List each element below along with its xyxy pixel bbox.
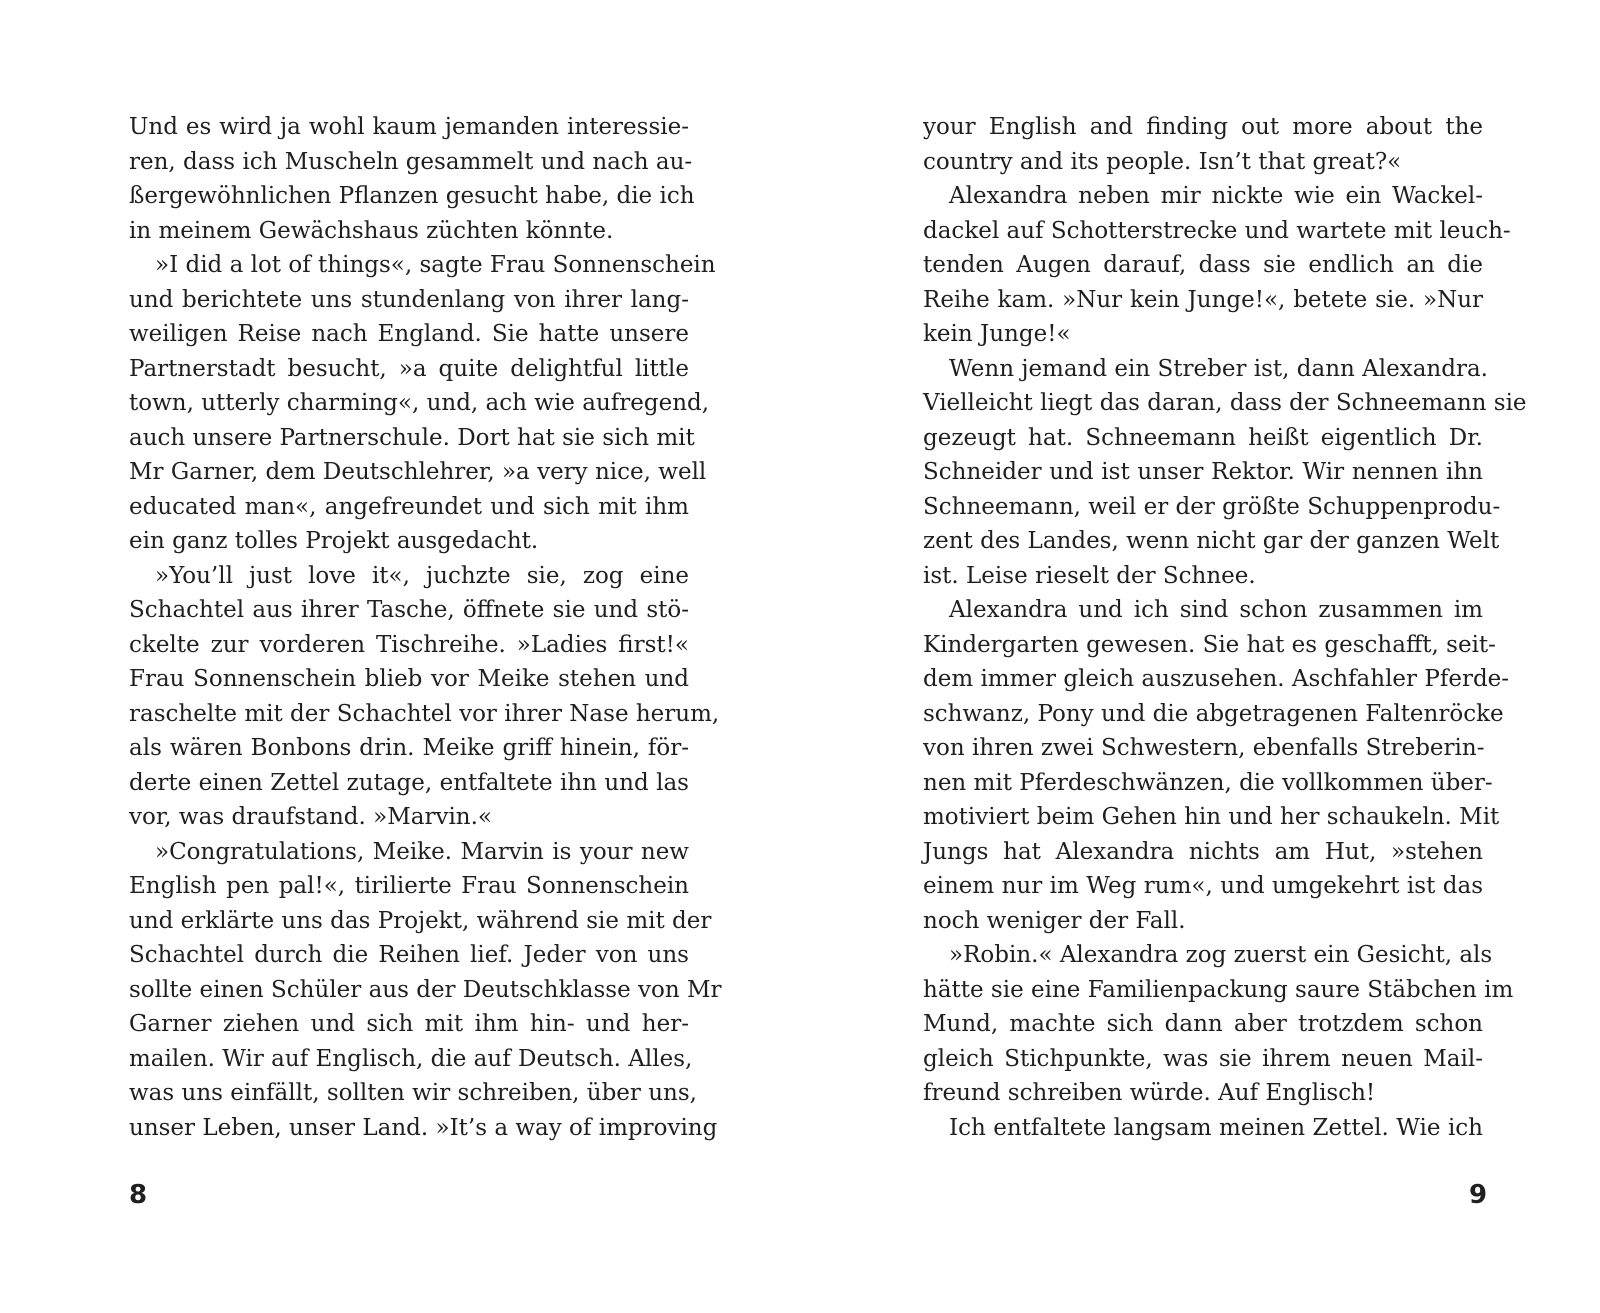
text-line: Schachtel aus ihrer Tasche, öffnete sie und stö- <box>129 597 689 623</box>
text-line: weiligen Reise nach England. Sie hatte unsere <box>129 321 689 347</box>
page-number-right: 9 <box>1469 1180 1488 1210</box>
text-line: raschelte mit der Schachtel vor ihrer Nase herum, <box>129 700 720 727</box>
text-line: ein ganz tolles Projekt ausgedacht. <box>129 528 539 554</box>
text-line: in meinem Gewächshaus züchten könnte. <box>129 217 614 244</box>
text-line: Wenn jemand ein Streber ist, dann Alexandra. <box>949 355 1488 382</box>
text-line: zent des Landes, wenn nicht gar der ganzen Welt <box>923 528 1500 554</box>
text-line: derte einen Zettel zutage, entfaltete ihn und las <box>129 769 689 796</box>
text-line: auch unsere Partnerschule. Dort hat sie sich mit <box>129 424 695 451</box>
text-line: noch weniger der Fall. <box>923 907 1186 934</box>
text-line: motiviert beim Gehen hin und her schaukeln. Mit <box>923 804 1500 830</box>
text-line: Schneider und ist unser Rektor. Wir nennen ihn <box>923 459 1483 485</box>
text-line: sollte einen Schüler aus der Deutschklasse von Mr <box>129 976 722 1003</box>
text-line: unser Leben, unser Land. »It’s a way of improving <box>129 1114 718 1141</box>
text-line: Garner ziehen und sich mit ihm hin- und her- <box>129 1011 689 1037</box>
text-line: Mund, machte sich dann aber trotzdem schon <box>923 1011 1483 1037</box>
right-page-text <box>923 110 1527 1145</box>
text-line: schwanz, Pony und die abgetragenen Faltenröcke <box>923 700 1504 727</box>
text-line: Schachtel durch die Reihen lief. Jeder von uns <box>129 942 689 968</box>
text-line: dackel auf Schotterstrecke und wartete mit leuch- <box>923 217 1511 244</box>
text-line: country and its people. Isn’t that great?« <box>923 148 1402 175</box>
text-line: tenden Augen darauf, dass sie endlich an die <box>923 252 1483 278</box>
text-line: Ich entfaltete langsam meinen Zettel. Wie ich <box>949 1114 1483 1141</box>
right-page <box>800 0 1600 1313</box>
text-line: als wären Bonbons drin. Meike griff hinein, för- <box>129 735 689 761</box>
text-line: ist. Leise rieselt der Schnee. <box>923 562 1256 589</box>
text-line: vor, was draufstand. »Marvin.« <box>129 804 492 830</box>
text-line: »I did a lot of things«, sagte Frau Sonnenschein <box>155 252 716 278</box>
text-line: Alexandra und ich sind schon zusammen im <box>949 597 1483 623</box>
text-line: nen mit Pferdeschwänzen, die vollkommen über- <box>923 769 1493 796</box>
text-line: »You’ll just love it«, juchzte sie, zog eine <box>155 562 689 589</box>
text-line: Und es wird ja wohl kaum jemanden interessie- <box>129 114 689 140</box>
text-line: Jungs hat Alexandra nichts am Hut, »stehen <box>923 838 1483 865</box>
text-line: English pen pal!«, tirilierte Frau Sonnenschein <box>129 873 689 899</box>
text-line: gleich Stichpunkte, was sie ihrem neuen Mail- <box>923 1045 1483 1072</box>
text-line: freund schreiben würde. Auf Englisch! <box>923 1080 1376 1106</box>
text-line: Kindergarten gewesen. Sie hat es geschafft, seit- <box>923 631 1496 658</box>
text-line: kein Junge!« <box>923 321 1071 347</box>
text-line: town, utterly charming«, und, ach wie aufregend, <box>129 390 710 416</box>
text-line: und erklärte uns das Projekt, während sie mit der <box>129 907 712 934</box>
text-line: gezeugt hat. Schneemann heißt eigentlich Dr. <box>923 424 1483 451</box>
text-line: hätte sie eine Familienpackung saure Stäbchen im <box>923 976 1514 1003</box>
text-line: ckelte zur vorderen Tischreihe. »Ladies first!« <box>129 631 689 658</box>
text-line: ßergewöhnlichen Pflanzen gesucht habe, die ich <box>129 183 695 209</box>
text-line: »Congratulations, Meike. Marvin is your new <box>155 838 689 865</box>
text-line: »Robin.« Alexandra zog zuerst ein Gesicht, als <box>949 942 1493 968</box>
text-line: Vielleicht liegt das daran, dass der Schneemann sie <box>923 390 1527 416</box>
text-line: und berichtete uns stundenlang von ihrer lang- <box>129 286 689 313</box>
text-line: mailen. Wir auf Englisch, die auf Deutsch. Alles, <box>129 1045 693 1072</box>
text-line: Frau Sonnenschein blieb vor Meike stehen und <box>129 666 689 692</box>
text-line: educated man«, angefreundet und sich mit ihm <box>129 493 689 520</box>
page-number-left: 8 <box>129 1180 148 1210</box>
text-line: Alexandra neben mir nickte wie ein Wackel- <box>949 183 1483 209</box>
text-line: Schneemann, weil er der größte Schuppenprodu- <box>923 493 1501 520</box>
text-line: Mr Garner, dem Deutschlehrer, »a very nice, well <box>129 459 707 485</box>
text-line: dem immer gleich auszusehen. Aschfahler Pferde- <box>923 666 1510 692</box>
text-line: von ihren zwei Schwestern, ebenfalls Streberin- <box>923 735 1485 761</box>
text-line: your English and finding out more about the <box>923 114 1483 140</box>
text-line: ren, dass ich Muscheln gesammelt und nach au- <box>129 148 693 175</box>
left-page-text <box>129 110 722 1145</box>
text-line: Reihe kam. »Nur kein Junge!«, betete sie. »Nur <box>923 286 1483 313</box>
text-line: Partnerstadt besucht, »a quite delightful little <box>129 355 689 382</box>
text-line: einem nur im Weg rum«, und umgekehrt ist das <box>923 873 1483 899</box>
text-line: was uns einfällt, sollten wir schreiben, über uns, <box>129 1080 697 1106</box>
